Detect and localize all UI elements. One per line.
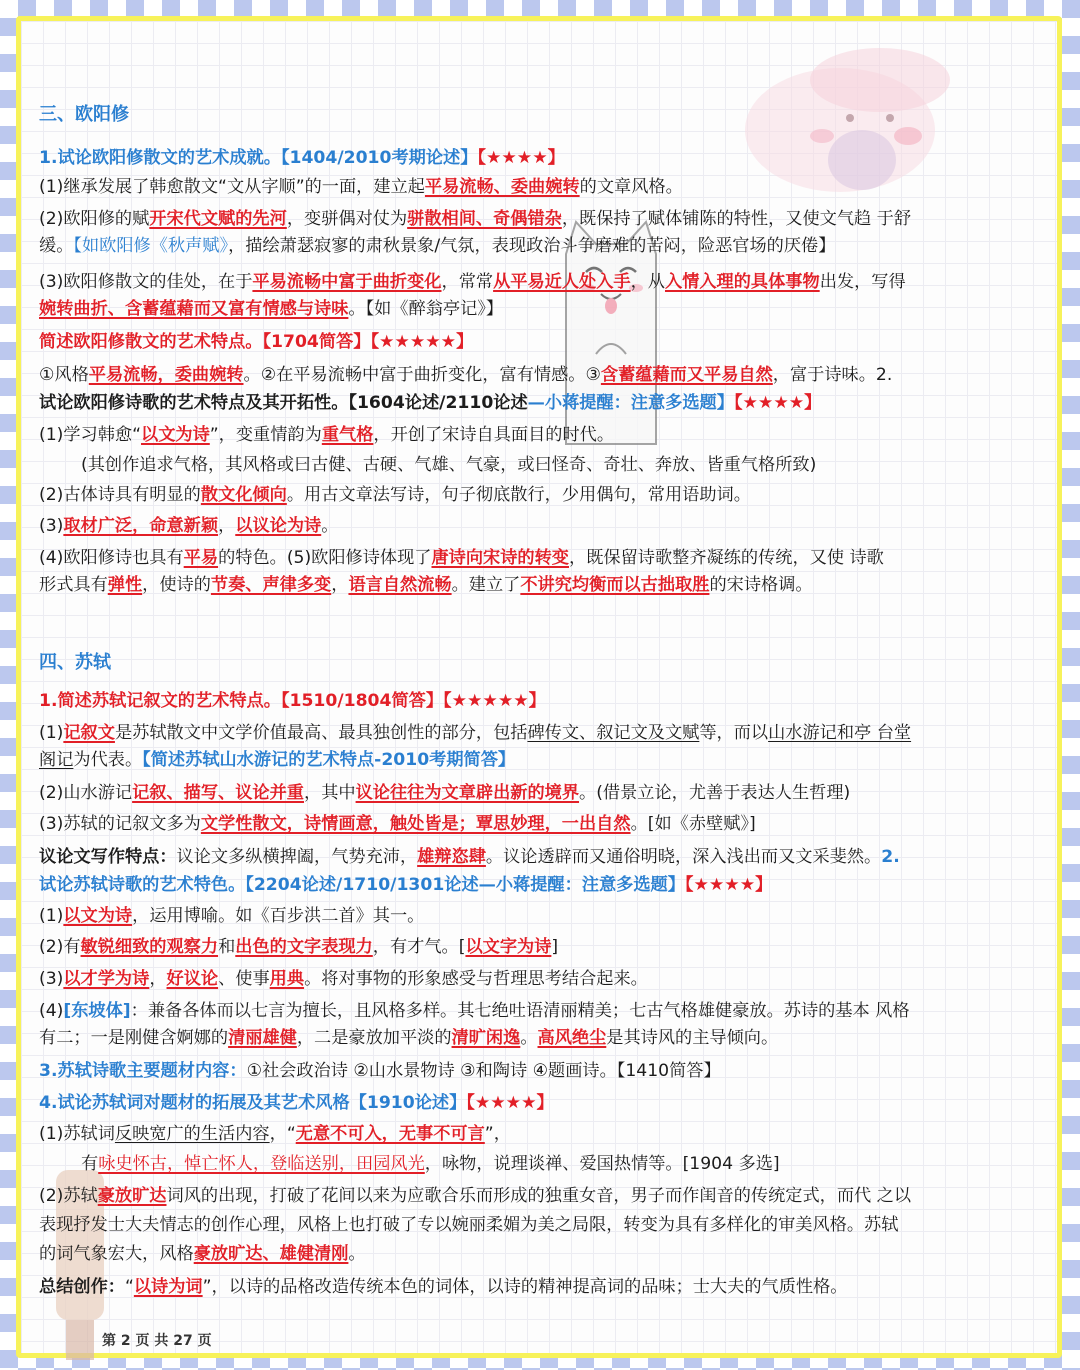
question-title: 1.简述苏轼记叙文的艺术特点。【1510/1804简答】 <box>39 691 444 711</box>
keyword-label: 总结创作： <box>39 1277 125 1297</box>
highlight-term: 以议论为诗 <box>235 516 322 536</box>
highlight-term: 平易流畅、委曲婉转 <box>424 177 580 197</box>
text: (1) <box>39 723 64 743</box>
highlight-term: 清丽雄健 <box>228 1028 297 1048</box>
sushi-paragraph-11-line-1 <box>39 1181 911 1211</box>
sushi-paragraph-1-line-2 <box>39 745 515 775</box>
text: 的特色。(5)欧阳修诗体现了 <box>218 548 432 568</box>
text: 词风的出现，打破了花间以来为应歌合乐而形成的独重女音，男子而作闺音的传统定式，而代 之以 <box>166 1186 912 1206</box>
highlight-term: 取材广泛，命意新颖 <box>63 516 219 536</box>
star-rating: 【★★★★】 <box>466 1093 554 1113</box>
text: (4)欧阳修诗也具有 <box>39 548 184 568</box>
text: 等，而以 <box>699 723 769 743</box>
text: ，既保持了赋体铺陈的特性，又使文气趋 于舒 <box>561 209 912 229</box>
text: (3) <box>39 516 64 536</box>
paragraph-9-line-1 <box>39 543 884 573</box>
text: ”， <box>484 1124 511 1144</box>
text: ，变骈偶对仗为 <box>286 209 408 229</box>
highlight-term: 婉转曲折、含蓄蕴藉而又富有情感与诗味 <box>39 299 349 319</box>
text: ，使诗的 <box>142 575 211 595</box>
highlight-term: 咏史怀古，悼亡怀人，登临送别，田园风光 <box>98 1154 425 1174</box>
star-rating: 【★★★★】 <box>733 393 822 413</box>
highlight-term: 从平易近人处入手 <box>493 272 631 292</box>
text: 和 <box>218 937 236 957</box>
section-heading-ouyangxiu: 三、欧阳修 <box>39 104 129 125</box>
highlight-term: 以文为诗 <box>141 425 210 445</box>
text: ，富于诗味。2. <box>772 365 893 385</box>
highlight-term: 以诗为词 <box>133 1277 203 1297</box>
text: (2)有 <box>39 937 81 957</box>
keyword-label: 议论文写作特点： <box>39 847 177 867</box>
sushi-paragraph-11-line-3 <box>39 1239 366 1269</box>
sushi-paragraph-8-line-2 <box>39 1023 778 1053</box>
text: 。(借景立论，尤善于表达人生哲理) <box>579 783 851 803</box>
question-number: 2. <box>881 847 900 867</box>
highlight-term: 入情入理的具体事物 <box>664 272 820 292</box>
highlight-term: 语言自然流畅 <box>348 575 452 595</box>
highlight-term: 平易流畅中富于曲折变化 <box>252 272 442 292</box>
sushi-question-3 <box>39 1056 721 1086</box>
highlight-term: 雄辩恣肆 <box>417 847 486 867</box>
sushi-paragraph-5 <box>39 901 424 931</box>
sushi-paragraph-3 <box>39 809 756 839</box>
text: 。【如《醉翁亭记》】 <box>348 299 504 319</box>
text: ，二是豪放加平淡的 <box>296 1028 452 1048</box>
text: 是其诗风的主导倾向。 <box>606 1028 779 1048</box>
highlight-term: 记叙、描写、议论并重 <box>132 783 304 803</box>
text: ] <box>551 937 559 957</box>
sushi-paragraph-1-line-1 <box>39 718 911 748</box>
text: ，咏物，说理谈禅、爱国热情等。[1904 多选] <box>424 1154 780 1174</box>
text: 。 <box>520 1028 538 1048</box>
underlined-term: 反映宽广的生活内容 <box>114 1124 270 1144</box>
text: 。建立了 <box>451 575 521 595</box>
text: (2)欧阳修的赋 <box>39 209 150 229</box>
sushi-summary <box>39 1272 847 1302</box>
question-title: 简述欧阳修散文的艺术特点。【1704简答】 <box>39 332 371 352</box>
text: 。 <box>321 516 339 536</box>
text: 的文章风格。 <box>579 177 683 197</box>
text: (1) <box>39 906 64 926</box>
text: 。[如《赤壁赋》] <box>630 814 756 834</box>
text: (1)学习韩愈“ <box>39 425 142 445</box>
highlight-term: 豪放旷达、雄健清刚 <box>193 1244 349 1264</box>
highlight-term: 用典 <box>269 969 305 989</box>
text: (1)苏轼词 <box>39 1124 115 1144</box>
text: ”，变重情韵为 <box>209 425 322 445</box>
text: ①风格 <box>39 365 89 385</box>
text: 。②在平易流畅中富于曲折变化，富有情感。③ <box>243 365 601 385</box>
sushi-paragraph-10 <box>81 1149 780 1179</box>
sushi-question-1-heading <box>39 686 546 716</box>
sushi-paragraph-9 <box>39 1119 511 1149</box>
text: “ <box>124 1277 134 1297</box>
highlight-term: 清旷闲逸 <box>451 1028 521 1048</box>
highlight-term: 高风绝尘 <box>537 1028 607 1048</box>
pig-sticker-decoration <box>730 40 960 210</box>
page-number-footer: 第 2 页 共 27 页 <box>102 1333 212 1349</box>
paragraph-3-line-2 <box>39 294 503 324</box>
question-title: 试论苏轼诗歌的艺术特色。【2204论述/1710/1301论述—小蒋提醒：注意多选题】 <box>39 875 685 895</box>
highlight-term: 出色的文字表现力 <box>235 937 373 957</box>
text: 是苏轼散文中文学价值最高、最具独创性的部分，包括 <box>114 723 528 743</box>
reminder-note: —小蒋提醒：注意多选题】 <box>527 393 734 413</box>
sushi-question-2-heading <box>39 870 772 900</box>
highlight-term: 议论往往为文章辟出新的境界 <box>355 783 580 803</box>
text: (3)苏轼的记叙文多为 <box>39 814 201 834</box>
sushi-paragraph-11-line-2 <box>39 1210 898 1240</box>
highlight-term: 弹性 <box>107 575 143 595</box>
text: 。议论透辟而又通俗明晓，深入浅出而又文采斐然。 <box>485 847 882 867</box>
highlight-term: 重气格 <box>321 425 374 445</box>
text: ， <box>218 516 236 536</box>
text: ，既保留诗歌整齐凝练的传统，又使 诗歌 <box>569 548 884 568</box>
text: (其创作追求气格，其风格或曰古健、古硬、气雄、气豪，或曰怪奇、奇壮、奔放、皆重气格所致) <box>81 455 817 475</box>
text: 。将对事物的形象感受与哲理思考结合起来。 <box>304 969 648 989</box>
star-rating: 【★★★★】 <box>684 875 773 895</box>
related-question-note: 【简述苏轼山水游记的艺术特点-2010考期简答】 <box>142 750 516 770</box>
highlight-term: 以文字为诗 <box>465 937 552 957</box>
star-rating: 【★★★★★】 <box>370 332 474 352</box>
highlight-term: 不讲究均衡而以古拙取胜 <box>520 575 710 595</box>
highlight-term: 含蓄蕴藉而又平易自然 <box>600 365 773 385</box>
highlight-term: 平易流畅，委曲婉转 <box>88 365 244 385</box>
text: ”，以诗的品格改造传统本色的词体，以诗的精神提高词的品味；士大夫的气质性格。 <box>202 1277 848 1297</box>
question-1-heading <box>39 143 565 173</box>
text: 、使事 <box>218 969 270 989</box>
highlight-term: 骈散相间、奇偶错杂 <box>407 209 562 229</box>
question-1b-heading <box>39 327 473 357</box>
sushi-paragraph-7 <box>39 964 648 994</box>
text: 有二；一是刚健含婀娜的 <box>39 1028 229 1048</box>
text: (3)欧阳修散文的佳处，在于 <box>39 272 253 292</box>
text: ，“ <box>269 1124 296 1144</box>
highlight-term: 平易 <box>183 548 219 568</box>
text: ，运用博喻。如《百步洪二首》其一。 <box>132 906 425 926</box>
question-title: 3.苏轼诗歌主要题材内容： <box>39 1061 247 1081</box>
example-note: 【如欧阳修《秋声赋》 <box>73 236 229 256</box>
text: ①社会政治诗 ②山水景物诗 ③和陶诗 ④题画诗。【1410简答】 <box>246 1061 721 1081</box>
highlight-term: 豪放旷达 <box>97 1186 167 1206</box>
text: 。用古文章法写诗，句子彻底散行，少用偶句，常用语助词。 <box>286 485 751 505</box>
text: ， <box>149 969 167 989</box>
highlight-term: 敏锐细致的观察力 <box>80 937 219 957</box>
highlight-term: 文学性散文，诗情画意，触处皆是；覃思妙理，一出自然 <box>200 814 631 834</box>
sushi-paragraph-4-line-1 <box>39 842 900 872</box>
sushi-paragraph-2 <box>39 778 850 808</box>
question-title: 试论欧阳修诗歌的艺术特点及其开拓性。【1604论述/2110论述 <box>39 393 528 413</box>
text: (1)继承发展了韩愈散文“文从字顺”的一面，建立起 <box>39 177 425 197</box>
paragraph-1 <box>39 172 683 202</box>
text: 议论文多纵横捭阖，气势充沛， <box>176 847 418 867</box>
text: ，从 <box>630 272 665 292</box>
text: ，其中 <box>304 783 356 803</box>
underlined-term: 碑传文、叙记文及文赋 <box>527 723 700 743</box>
text: 为代表。 <box>73 750 143 770</box>
paragraph-8 <box>39 511 338 541</box>
paragraph-5 <box>39 420 614 450</box>
paragraph-2-line-2 <box>39 231 835 261</box>
text: 表现抒发士大夫情志的创作心理，风格上也打破了专以婉丽柔媚为美之局限，转变为具有多样化的审美风格。苏轼 <box>39 1215 899 1235</box>
text: 出发，写得 <box>819 272 906 292</box>
question-2-heading <box>39 388 821 418</box>
text: (2)苏轼 <box>39 1186 98 1206</box>
term-label: [东坡体] <box>63 1001 131 1021</box>
text: 的宋诗格调。 <box>709 575 813 595</box>
highlight-term: 好议论 <box>166 969 219 989</box>
underlined-term: 山水游记和亭 台堂 <box>768 723 912 743</box>
paragraph-2-line-1 <box>39 204 911 234</box>
text: ， <box>331 575 349 595</box>
star-rating: 【★★★★★】 <box>443 691 546 711</box>
question-title: 1.试论欧阳修散文的艺术成就。【1404/2010考期论述】 <box>39 148 478 168</box>
section-heading-sushi: 四、苏轼 <box>39 652 111 673</box>
paragraph-4-line-1 <box>39 360 892 390</box>
text: ，有才气。[ <box>372 937 466 957</box>
text: ：兼备各体而以七言为擅长，且风格多样。其七绝吐语清丽精美；七古气格雄健豪放。苏诗的基本 风格 <box>130 1001 910 1021</box>
text: 形式具有 <box>39 575 108 595</box>
paragraph-3-line-1 <box>39 267 906 297</box>
highlight-term: 无意不可入，无事不可言 <box>295 1124 485 1144</box>
text: ，开创了宋诗自具面目的时代。 <box>373 425 615 445</box>
star-rating: 【★★★★】 <box>477 148 565 168</box>
highlight-term: 记叙文 <box>63 723 115 743</box>
paragraph-7 <box>39 480 751 510</box>
question-title: 4.试论苏轼词对题材的拓展及其艺术风格【1910论述】 <box>39 1093 467 1113</box>
sushi-question-4-heading <box>39 1088 554 1118</box>
highlight-term: 节奏、声律多变 <box>210 575 332 595</box>
text: (4) <box>39 1001 64 1021</box>
text: ，常常 <box>441 272 494 292</box>
highlight-term: 唐诗向宋诗的转变 <box>431 548 569 568</box>
text: (2)古体诗具有明显的 <box>39 485 201 505</box>
text: 缓。 <box>39 236 74 256</box>
sushi-paragraph-8-line-1 <box>39 996 910 1026</box>
highlight-term: 以才学为诗 <box>63 969 150 989</box>
text: (3) <box>39 969 64 989</box>
highlight-term: 以文为诗 <box>63 906 133 926</box>
text: 的词气象宏大，风格 <box>39 1244 194 1264</box>
paragraph-6 <box>81 450 816 480</box>
text: 。 <box>348 1244 366 1264</box>
highlight-term: 开宋代文赋的先河 <box>149 209 287 229</box>
sushi-paragraph-6 <box>39 932 558 962</box>
highlight-term: 散文化倾向 <box>200 485 287 505</box>
text: (2)山水游记 <box>39 783 133 803</box>
text: 有 <box>81 1154 99 1174</box>
paragraph-9-line-2 <box>39 570 813 600</box>
underlined-term: 阁记 <box>39 750 74 770</box>
text: ，描绘萧瑟寂寥的肃秋景象/气氛，表现政治斗争磨难的苦闷，险恶官场的厌倦】 <box>228 236 836 256</box>
